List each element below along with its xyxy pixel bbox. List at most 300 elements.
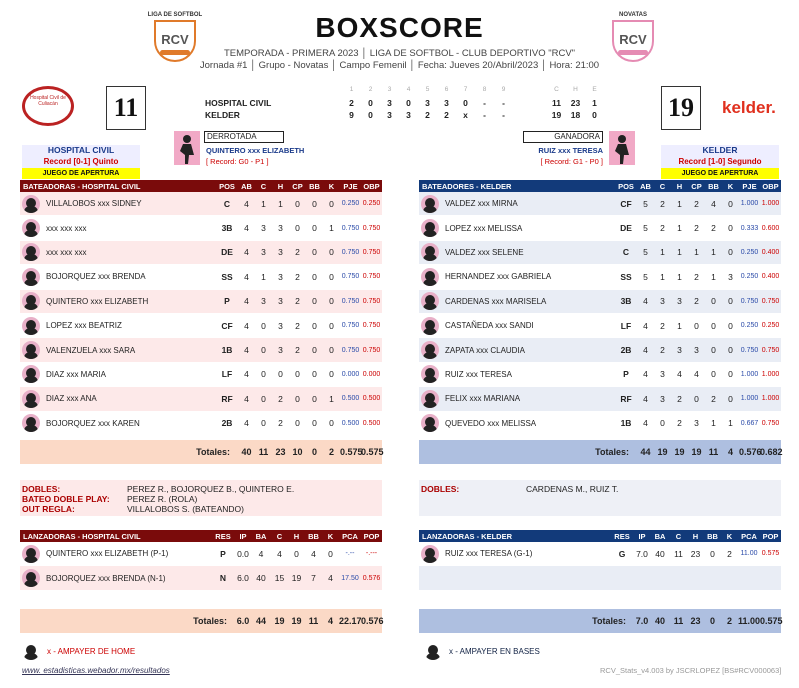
pitcher-avatar-icon [421,545,439,563]
stat-cell: 0 [261,418,266,429]
player-name: LOPEZ xxx MELISSA [445,223,523,233]
kelder-logo: kelder. [722,98,776,117]
stat-cell: 0 [694,393,699,404]
left-notes [20,480,382,516]
away-total: 19 [551,110,562,120]
stat-cell: 0 [711,369,716,380]
table-row [419,216,781,240]
column-header: PCA [741,531,757,541]
stat-cell: 3 [278,223,283,234]
left-decision-pitcher: QUINTERO xxx ELIZABETH [206,146,305,155]
stat-cell: 0 [312,198,317,209]
note-value: VILLALOBOS S. (BATEANDO) [127,504,244,514]
stat-cell: 0 [312,369,317,380]
total-cell: 11 [708,446,719,457]
stat-cell: 1 [278,198,283,209]
note-value: PEREZ R., BOJORQUEZ B., QUINTERO E. [127,484,295,494]
total-cell: 19 [657,446,668,457]
stat-cell: 0 [312,271,317,282]
player-name-cell [419,341,615,359]
player-avatar-icon [421,390,439,408]
total-cell: 0.575 [760,615,783,626]
stat-cell: 7 [311,573,316,584]
left-team-card [22,145,140,179]
stat-cell: 2 [711,223,716,234]
column-header: POP [762,531,779,541]
total-cell: 11 [258,446,269,457]
stat-cell: 4 [244,418,249,429]
stat-cell: 2 [677,418,682,429]
stat-cell: 0.750 [761,419,780,427]
player-avatar-icon [421,365,439,383]
total-cell: 19 [691,446,702,457]
stat-cell: 0.575 [761,550,780,558]
column-header: AB [241,181,252,191]
umpire-bases: x - AMPAYER EN BASES [449,647,540,656]
total-cell: 0 [311,446,317,457]
stat-cell: 0 [261,320,266,331]
right-team-card [661,145,779,179]
player-name: BOJORQUEZ xxx BRENDA [46,272,146,282]
stat-cell: 3 [278,345,283,356]
stat-cell: 5 [643,198,648,209]
home-inning-run: 0 [463,98,468,108]
player-name: CASTAÑEDA xxx SANDI [445,321,534,331]
stat-cell: 4 [244,393,249,404]
hospital-civil-logo: Hospital Civil de Culiacán [22,86,74,126]
column-header: OBP [762,181,779,191]
player-name-cell [20,317,216,335]
stat-cell: 4 [694,369,699,380]
player-avatar-icon [421,292,439,310]
player-avatar-icon [421,317,439,335]
stat-cell: 15 [274,573,285,584]
stat-cell: 0.750 [341,224,360,232]
stat-cell: RF [620,393,632,404]
stat-cell: 4 [244,345,249,356]
table-row [20,265,382,289]
stat-cell: 1 [728,418,733,429]
stat-cell: 4 [244,320,249,331]
stat-cell: C [223,198,231,209]
pitcher-avatar-icon [22,545,40,563]
stat-cell: 1B [620,418,632,429]
stat-cell: 0.576 [362,574,381,582]
note-key: DOBLES: [421,484,460,494]
stat-cell: 0.750 [362,273,381,281]
stat-cell: 1 [677,247,682,258]
right-team-record: Record [1-0] Segundo [661,156,779,168]
total-cell: 19 [674,446,685,457]
stat-cell: 0.0 [237,548,249,559]
stat-cell: 0 [295,393,300,404]
away-inning-run: - [483,110,486,120]
player-name: ZAPATA xxx CLAUDIA [445,345,526,355]
column-header: BB [309,181,320,191]
table-row [20,338,382,362]
pitcher-name: BOJORQUEZ xxx BRENDA (N-1) [46,573,166,583]
note-line [22,504,380,514]
home-inning-run: - [502,98,505,108]
stat-cell: 11.00 [740,550,758,558]
column-header: H [293,531,300,541]
column-header: POS [618,181,634,191]
column-header: C [675,531,682,541]
stat-cell: 0.250 [341,200,360,208]
away-inning-run: 3 [387,110,392,120]
stat-cell: DE [221,247,233,258]
player-name: DIAZ xxx MARIA [46,369,107,379]
left-team-tag: JUEGO DE APERTURA [22,168,140,179]
inning-number: 7 [463,86,468,93]
division-logo: NOVATAS RCV [603,12,663,68]
total-cell: 0.576 [739,446,762,457]
home-total: 1 [592,98,597,108]
stat-cell: 5 [643,247,648,258]
stat-cell: 4 [244,247,249,258]
stat-cell: 1.000 [740,370,759,378]
pitcher-name-cell [20,545,211,563]
stat-cell: 1 [677,320,682,331]
stat-cell: N [219,573,227,584]
left-team-name: HOSPITAL CIVIL [22,145,140,156]
player-name-cell [419,390,615,408]
stat-cell: 0 [329,345,334,356]
stat-cell: 0.400 [761,248,780,256]
player-name-cell [20,219,216,237]
player-avatar-icon [22,243,40,261]
player-avatar-icon [22,317,40,335]
table-row [20,363,382,387]
stat-cell: -.-- [345,550,355,558]
stat-cell: RF [221,393,233,404]
stat-cell: 5 [643,223,648,234]
stat-cell: CF [221,320,233,331]
column-header: RES [215,531,231,541]
stat-cell: 0 [329,198,334,209]
pitcher-name: QUINTERO xxx ELIZABETH (P-1) [46,549,169,559]
note-line [22,484,380,494]
home-inning-run: 2 [349,98,354,108]
player-name: QUEVEDO xxx MELISSA [445,418,537,428]
column-header: BB [308,531,319,541]
stat-cell: 2 [711,393,716,404]
player-avatar-icon [421,219,439,237]
player-avatar-icon [421,243,439,261]
stat-cell: 4 [711,198,716,209]
away-total: 0 [592,110,597,120]
stat-cell: 0 [711,296,716,307]
stat-cell: 0.750 [362,322,381,330]
stat-cell: 3 [694,418,699,429]
player-name: VALENZUELA xxx SARA [46,345,136,355]
stat-cell: 2B [221,418,233,429]
stat-cell: 0 [728,198,733,209]
total-cell: 2 [726,615,732,626]
column-header: K [328,181,335,191]
away-inning-run: 3 [406,110,411,120]
column-header: K [327,531,334,541]
stat-cell: LF [620,320,632,331]
stat-cell: 1 [677,271,682,282]
total-head: H [573,86,578,93]
column-header: IP [638,531,646,541]
stat-cell: 0 [728,345,733,356]
stat-cell: CF [620,198,632,209]
total-cell: 0 [709,615,715,626]
table-row [20,216,382,240]
stat-cell: 0.250 [740,322,759,330]
player-name: VALDEZ xxx MIRNA [445,199,518,209]
stat-cell: 2 [295,247,300,258]
player-name: BOJORQUEZ xxx KAREN [46,418,140,428]
table-row [20,314,382,338]
page-title: BOXSCORE [315,12,484,43]
stat-cell: P [224,296,230,307]
results-link[interactable]: www. estadisticas.webador.mx/resultados [22,666,170,675]
table-row [20,192,382,216]
total-cell: 4 [727,446,733,457]
player-name-cell [20,414,216,432]
right-batting-table [419,180,781,464]
player-avatar-icon [421,341,439,359]
total-head: C [554,86,559,93]
stat-cell: SS [221,271,233,282]
player-name-cell [419,195,615,213]
table-row [419,338,781,362]
away-inning-run: 0 [368,110,373,120]
stat-cell: 2 [278,393,283,404]
stat-cell: 2 [295,271,300,282]
umpire-home: x - AMPAYER DE HOME [47,647,136,656]
stat-cell: 0.250 [761,322,780,330]
player-name: VALDEZ xxx SELENE [445,247,524,257]
stat-cell: 4 [328,573,333,584]
home-inning-run: 0 [406,98,411,108]
stat-cell: 0 [329,369,334,380]
stat-cell: 2 [295,345,300,356]
stat-cell: 3 [694,345,699,356]
stat-cell: 0 [711,320,716,331]
stat-cell: 0 [728,247,733,258]
player-avatar-icon [22,341,40,359]
player-name-cell [20,365,216,383]
stat-cell: 0.250 [740,273,759,281]
player-name-cell [419,219,615,237]
stat-cell: 0 [711,345,716,356]
right-batting-header: BATEADORES - KELDER POS AB C H CP BB K PJE OBP [419,180,781,192]
table-row [20,241,382,265]
column-header: AB [640,181,651,191]
stat-cell: 2 [278,418,283,429]
player-name: xxx xxx xxx [46,247,87,257]
stat-cell: 40 [655,548,665,559]
left-decision-record: [ Record: G0 - P1 ] [206,157,269,166]
stat-cell: DE [620,223,632,234]
stat-cell: 0.750 [761,297,780,305]
stat-cell: 4 [677,369,682,380]
note-key: BATEO DOBLE PLAY: [22,494,110,504]
stat-cell: 40 [256,573,266,584]
stat-cell: 3B [221,223,233,234]
total-cell: 22.17 [339,615,362,626]
stat-cell: 0.750 [362,224,381,232]
player-name: HERNANDEZ xxx GABRIELA [445,272,552,282]
total-cell: 10 [292,446,303,457]
total-cell: 44 [255,615,266,626]
stat-cell: 0.000 [341,370,360,378]
stat-cell: 3 [660,296,665,307]
stat-cell: 3B [620,296,632,307]
stat-cell: 0.250 [740,248,759,256]
player-name-cell [20,195,216,213]
stat-cell: 0 [295,369,300,380]
note-line [22,494,380,504]
stat-cell: 0.500 [362,395,381,403]
stat-cell: 3 [660,369,665,380]
column-header: CP [292,181,303,191]
stat-cell: 0 [728,296,733,307]
stat-cell: 3 [278,296,283,307]
right-pitching-totals: Totales: 7.0 40 11 23 0 2 11.00 0.575 [419,609,781,633]
player-name: LOPEZ xxx BEATRIZ [46,321,122,331]
stat-cell: 0 [312,320,317,331]
left-batting-totals: Totales: 40 11 23 10 0 2 0.575 0.575 [20,440,382,464]
player-name-cell [419,365,615,383]
stat-cell: 0 [329,271,334,282]
umpire-home-icon [22,642,40,660]
right-decision: GANADORA [523,131,603,143]
away-inning-run: 2 [444,110,449,120]
stat-cell: 0.750 [740,346,759,354]
player-name-cell [419,292,615,310]
stat-cell: 0.750 [362,248,381,256]
away-score: 19 [661,86,701,130]
stat-cell: 0.250 [362,200,381,208]
note-key: OUT REGLA: [22,504,75,514]
stat-cell: 0.750 [341,297,360,305]
left-team-record: Record [0-1] Quinto [22,156,140,168]
stat-cell: P [623,369,629,380]
player-name: RUIZ xxx TERESA [445,369,512,379]
losing-pitcher-icon [174,131,200,165]
total-cell: 0.576 [361,615,384,626]
table-row [419,314,781,338]
column-header: H [277,181,284,191]
inning-number: 5 [425,86,430,93]
total-cell: 40 [241,446,252,457]
stat-cell: 2 [660,198,665,209]
right-decision-pitcher: RUIZ xxx TERESA [538,146,603,155]
stat-cell: 2 [694,198,699,209]
stat-cell: 1B [221,345,233,356]
stat-cell: 1 [711,271,716,282]
stat-cell: 1 [677,198,682,209]
stat-cell: 0.500 [362,419,381,427]
column-header: C [276,531,283,541]
stat-cell: 0 [328,548,333,559]
home-inning-run: 3 [444,98,449,108]
player-name-cell [20,243,216,261]
pitcher-row [419,542,781,566]
table-row [419,412,781,436]
stat-cell: 0 [660,418,665,429]
inning-number: 3 [387,86,392,93]
total-cell: 11 [308,615,319,626]
column-header: POS [219,181,235,191]
stat-cell: 1 [261,198,266,209]
stat-cell: 0 [261,393,266,404]
stat-cell: 4 [244,198,249,209]
stat-cell: 17.50 [341,574,359,582]
stat-cell: 0 [728,223,733,234]
version-label: RCV_Stats_v4.003 by JSCRLOPEZ [BS#RCV000063] [600,666,782,675]
stat-cell: 0 [312,247,317,258]
stat-cell: P [220,548,226,559]
stat-cell: 0.000 [362,370,381,378]
stat-cell: 1 [261,271,266,282]
total-head: E [592,86,597,93]
stat-cell: SS [620,271,632,282]
note-value: PEREZ R. (ROLA) [127,494,198,504]
stat-cell: 0 [312,345,317,356]
left-pitching-table: LANZADORAS - HOSPITAL CIVIL RES IP BA C H BB K PCA POP QUINTERO xxx ELIZABETH (P-1) P 0.0 4 4 0 4 0 -.-- -.--- BOJORQUEZ xxx BRENDA (N-1) N 6.0 40 15 19 7 4 17.50 0.576 Totales: 6.0 44 19 19 11 4 22.17 0.576 [20,530,382,633]
empty-row [419,566,781,590]
stat-cell: 3 [261,296,266,307]
stat-cell: 0.750 [740,297,759,305]
total-cell: 11 [673,615,684,626]
table-row [20,290,382,314]
stat-cell: 0.500 [341,395,360,403]
table-row [20,412,382,436]
game-info: Jornada #1 │ Grupo - Novatas │ Campo Femenil │ Fecha: Jueves 20/Abril/2023 │ Hora: 21:00 [199,60,600,71]
player-avatar-icon [22,292,40,310]
stat-cell: 0 [295,223,300,234]
stat-cell: 11 [674,548,683,559]
stat-cell: 2 [727,548,732,559]
division-logo-text: RCV [619,32,647,47]
stat-cell: 0 [312,393,317,404]
total-cell: 40 [654,615,665,626]
stat-cell: 0 [710,548,715,559]
stat-cell: 0 [694,320,699,331]
inning-number: 9 [501,86,506,93]
stat-cell: 3 [728,271,733,282]
pitcher-name-cell [419,545,610,563]
player-avatar-icon [22,365,40,383]
stat-cell: 1.000 [761,370,780,378]
stat-cell: 3 [261,223,266,234]
stat-cell: 2 [660,320,665,331]
player-avatar-icon [22,195,40,213]
stat-cell: 4 [643,369,648,380]
stat-cell: 0.750 [362,346,381,354]
stat-cell: 1.000 [740,200,759,208]
stat-cell: 0.750 [341,273,360,281]
stat-cell: 0 [312,223,317,234]
total-cell: 7.0 [635,615,649,626]
stat-cell: 0 [312,296,317,307]
stat-cell: 1.000 [740,395,759,403]
table-row [419,363,781,387]
stat-cell: 1 [677,223,682,234]
right-team-tag: JUEGO DE APERTURA [661,168,779,179]
stat-cell: 2 [694,223,699,234]
total-cell: 23 [275,446,286,457]
inning-number: 8 [482,86,487,93]
player-avatar-icon [22,268,40,286]
inning-number: 2 [368,86,373,93]
